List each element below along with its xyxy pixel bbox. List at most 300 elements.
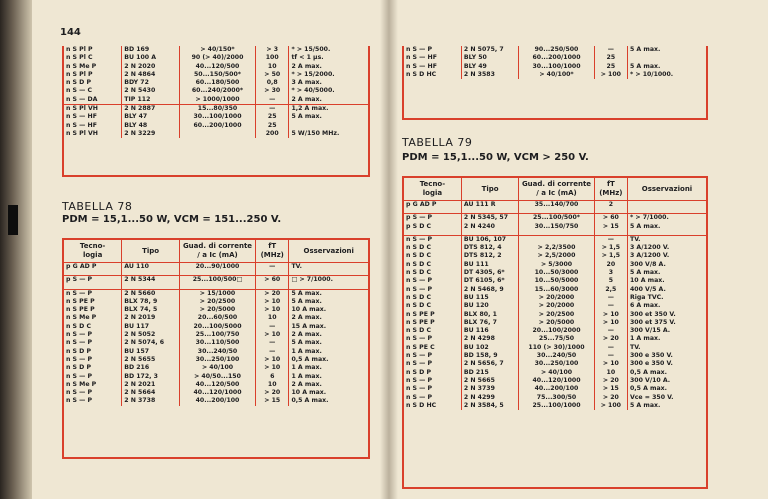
cell-gain: > 20/5000 xyxy=(519,319,595,327)
table-row xyxy=(404,223,706,231)
cell-obs: 2 A max. xyxy=(289,331,368,339)
cell-obs: 0,5 A max. xyxy=(627,369,706,377)
cell-gain: 30...110/500 xyxy=(180,339,256,347)
cell-gain: 30...100/1000 xyxy=(180,113,256,121)
cell-ft: 25 xyxy=(256,113,289,121)
table-row xyxy=(404,252,706,260)
cell-tech: n S Pl P xyxy=(66,46,93,53)
cell-ft: — xyxy=(594,294,627,302)
header-gain: Guad. di corrente / a Ic (mA) xyxy=(180,240,256,263)
cell-gain: 30...100/1000 xyxy=(519,63,595,71)
table-row xyxy=(404,327,706,335)
header-ft: fT (MHz) xyxy=(256,240,289,263)
table-row xyxy=(64,79,368,87)
table-row xyxy=(64,381,368,389)
table-row xyxy=(404,394,706,402)
table-77-continuation-left xyxy=(62,46,370,177)
cell-obs: Riga TVC. xyxy=(627,294,706,302)
cell-type: BD 172, 3 xyxy=(122,373,180,381)
cell-type: BD 169 xyxy=(122,46,180,54)
cell-ft: > 10 xyxy=(256,298,289,306)
table-row xyxy=(404,277,706,285)
cell-ft: > 100 xyxy=(594,71,627,79)
cell-tech: n S — HF xyxy=(406,62,437,70)
table-row xyxy=(404,294,706,302)
table-row xyxy=(404,201,706,210)
table-row xyxy=(404,235,706,244)
cell-tech: n S D P xyxy=(66,364,91,372)
table-row xyxy=(404,302,706,310)
cell-type: 2 N 5664 xyxy=(122,389,180,397)
cell-obs: 5 A max. xyxy=(627,402,706,410)
cell-obs: 2 A max. xyxy=(289,63,368,71)
cell-ft: 2 xyxy=(594,201,627,210)
cell-tech: n S — DA xyxy=(66,95,98,103)
cell-ft: > 20 xyxy=(594,377,627,385)
cell-type: BU 117 xyxy=(122,323,180,331)
table-row xyxy=(404,311,706,319)
cell-tech: n S — HF xyxy=(66,113,97,121)
cell-ft: > 1,5 xyxy=(594,252,627,260)
cell-type: 2 N 3229 xyxy=(122,130,180,138)
cell-obs xyxy=(627,54,706,62)
table-row xyxy=(64,87,368,95)
cell-tech: n S Me P xyxy=(66,314,97,322)
table-77-continuation-right xyxy=(402,46,708,120)
cell-ft: — xyxy=(594,46,627,54)
table-row xyxy=(404,385,706,393)
cell-type: 2 N 2021 xyxy=(122,381,180,389)
cell-type: BLY 48 xyxy=(122,122,180,130)
cell-tech: p S — P xyxy=(66,276,93,284)
cell-tech: n S PE P xyxy=(406,310,435,318)
cell-tech: n S — C xyxy=(66,87,93,95)
cell-gain: 90 (> 40)/2000 xyxy=(180,54,256,62)
table-row xyxy=(404,369,706,377)
cell-obs: 300 V/15 A. xyxy=(627,327,706,335)
table-row xyxy=(64,96,368,105)
table-row xyxy=(64,113,368,121)
cell-ft: > 15 xyxy=(594,223,627,231)
cell-type: DT 6105, 6* xyxy=(461,277,518,285)
cell-type: 2 N 2020 xyxy=(122,63,180,71)
book-binding xyxy=(0,0,32,499)
cell-obs: 5 A max. xyxy=(627,63,706,71)
table-row xyxy=(64,397,368,405)
cell-tech: n S — P xyxy=(66,339,93,347)
cell-ft: — xyxy=(256,348,289,356)
cell-obs: 5 A max. xyxy=(289,339,368,347)
cell-ft: — xyxy=(256,339,289,347)
cell-ft: > 10 xyxy=(256,364,289,372)
cell-obs: 10 A max. xyxy=(289,389,368,397)
cell-tech: n S D P xyxy=(406,368,431,376)
cell-ft: 3 xyxy=(594,269,627,277)
cell-tech: n S — P xyxy=(66,331,93,339)
cell-tech: n S Pl P xyxy=(66,70,93,78)
cell-obs xyxy=(289,122,368,130)
cell-tech: n S Me P xyxy=(66,62,97,70)
cell-ft: 200 xyxy=(256,130,289,138)
cell-tech: n S D C xyxy=(406,252,432,260)
cell-ft: 10 xyxy=(256,63,289,71)
table-row xyxy=(64,122,368,130)
cell-obs: 400 V/5 A. xyxy=(627,286,706,294)
table-row xyxy=(404,377,706,385)
cell-tech: n S Pl VH xyxy=(64,105,122,114)
table-79-title: TABELLA 79 xyxy=(402,136,473,149)
table-row xyxy=(404,402,706,410)
cell-ft: 6 xyxy=(256,373,289,381)
table-79-formula: PDM = 15,1...50 W, VCM > 250 V. xyxy=(402,152,589,163)
cell-gain: 20...100/2000 xyxy=(519,327,595,335)
cell-gain: 30...240/50 xyxy=(180,348,256,356)
table-78 xyxy=(62,238,370,459)
table-row xyxy=(64,63,368,71)
cell-tech: n S D C xyxy=(406,327,432,335)
cell-gain: 15...60/3000 xyxy=(519,286,595,294)
cell-type: 2 N 5345, 57 xyxy=(461,214,518,223)
cell-tech: n S D C xyxy=(406,244,432,252)
cell-obs: TV. xyxy=(627,235,706,244)
cell-tech: p G AD P xyxy=(406,201,437,208)
cell-type: BD 158, 9 xyxy=(461,352,518,360)
cell-type: BU 111 xyxy=(461,261,518,269)
cell-tech: p S D C xyxy=(406,222,432,230)
cell-obs: 5 A max. xyxy=(289,289,368,298)
cell-obs: 300 et 375 V. xyxy=(627,319,706,327)
cell-type: 2 N 5075, 7 xyxy=(461,46,518,54)
cell-type: BU 120 xyxy=(461,302,518,310)
cell-type: 2 N 4240 xyxy=(461,223,518,231)
cell-gain: > 15/1000 xyxy=(180,289,256,298)
cell-type: DTS 812, 4 xyxy=(461,244,518,252)
cell-tech: n S — P xyxy=(406,46,433,53)
table-row xyxy=(64,331,368,339)
header-obs: Osservazioni xyxy=(289,240,368,263)
cell-type: 2 N 4864 xyxy=(122,71,180,79)
table-row xyxy=(404,244,706,252)
cell-type: BU 157 xyxy=(122,348,180,356)
cell-obs: tf < 1 μs. xyxy=(289,54,368,62)
table-row xyxy=(404,360,706,368)
table-row xyxy=(404,46,706,54)
cell-tech: n S — P xyxy=(66,397,93,405)
cell-gain: 25...75/50 xyxy=(519,335,595,343)
cell-obs: 2 A max. xyxy=(289,96,368,105)
cell-gain: > 20/2500 xyxy=(180,298,256,306)
cell-gain: 30...250/100 xyxy=(519,360,595,368)
cell-ft: > 15 xyxy=(594,385,627,393)
cell-ft: — xyxy=(256,96,289,105)
cell-type: BU 116 xyxy=(461,327,518,335)
table-row xyxy=(64,276,368,285)
cell-ft: > 10 xyxy=(594,311,627,319)
table-78-formula: PDM = 15,1...50 W, VCM = 151...250 V. xyxy=(62,214,282,225)
table-row xyxy=(64,46,368,54)
cell-gain: > 40/100* xyxy=(519,71,595,79)
table-row xyxy=(404,344,706,352)
cell-obs: 1 A max. xyxy=(627,335,706,343)
cell-tech: n S — P xyxy=(406,385,433,393)
cell-obs: 5 A max. xyxy=(627,223,706,231)
cell-obs: 2 A max. xyxy=(289,314,368,322)
cell-gain: 40...120/500 xyxy=(180,381,256,389)
cell-gain: > 20/2500 xyxy=(519,311,595,319)
cell-tech: n S — P xyxy=(406,376,433,384)
header-gain: Guad. di corrente / a Ic (mA) xyxy=(519,178,595,201)
cell-type: 2 N 4298 xyxy=(461,335,518,343)
cell-type: 2 N 5660 xyxy=(122,289,180,298)
cell-ft: > 10 xyxy=(594,319,627,327)
cell-ft: > 100 xyxy=(594,402,627,410)
cell-gain: 15...80/350 xyxy=(180,105,256,114)
cell-ft: 0,8 xyxy=(256,79,289,87)
cell-tech: n S — HF xyxy=(66,121,97,129)
cell-type: 2 N 3584, 5 xyxy=(461,402,518,410)
cell-obs: 5 A max. xyxy=(627,269,706,277)
cell-obs: * > 40/5000. xyxy=(289,87,368,95)
cell-ft: 10 xyxy=(594,369,627,377)
header-ft: fT (MHz) xyxy=(594,178,627,201)
cell-tech: n S Pl VH xyxy=(66,129,98,137)
cell-gain: 25...100/1000 xyxy=(519,402,595,410)
cell-tech: n S PE P xyxy=(66,297,95,305)
cell-obs: * > 15/2000. xyxy=(289,71,368,79)
cell-ft: 20 xyxy=(594,261,627,269)
table-row xyxy=(64,356,368,364)
cell-type: BU 115 xyxy=(461,294,518,302)
cell-tech: n S — P xyxy=(406,393,433,401)
cell-obs: TV. xyxy=(289,263,368,272)
cell-ft: — xyxy=(256,263,289,272)
spine-mark xyxy=(8,205,18,235)
cell-type: BLY 50 xyxy=(461,54,518,62)
cell-ft: > 10 xyxy=(256,356,289,364)
table-row xyxy=(64,263,368,272)
cell-gain: > 20/5000 xyxy=(180,306,256,314)
cell-tech: n S — P xyxy=(406,285,433,293)
cell-obs: 3 A/1200 V. xyxy=(627,244,706,252)
cell-ft: 10 xyxy=(256,314,289,322)
cell-gain: 30...240/50 xyxy=(519,352,595,360)
cell-type: 2 N 2019 xyxy=(122,314,180,322)
cell-gain: 20...90/1000 xyxy=(180,263,256,272)
cell-tech: p G AD P xyxy=(66,263,97,270)
cell-type: BDY 72 xyxy=(122,79,180,87)
cell-ft: — xyxy=(594,344,627,352)
cell-ft: > 30 xyxy=(256,87,289,95)
cell-gain: 60...240/2000* xyxy=(180,87,256,95)
cell-gain: 20...60/500 xyxy=(180,314,256,322)
cell-type: BLX 76, 7 xyxy=(461,319,518,327)
cell-gain: 20...100/5000 xyxy=(180,323,256,331)
cell-gain: > 2,2/3500 xyxy=(519,244,595,252)
cell-ft: — xyxy=(594,302,627,310)
table-row xyxy=(404,269,706,277)
header-tech: Tecno- logia xyxy=(64,240,122,263)
cell-tech: n S D C xyxy=(66,322,92,330)
cell-obs: 3 A max. xyxy=(289,79,368,87)
cell-obs: TV. xyxy=(627,344,706,352)
cell-obs: 300 e 350 V. xyxy=(627,360,706,368)
cell-gain: 110 (> 30)/1000 xyxy=(519,344,595,352)
cell-type: TIP 112 xyxy=(122,96,180,105)
cell-gain xyxy=(180,130,256,138)
cell-type: BU 106, 107 xyxy=(461,235,518,244)
cell-obs: 0,5 A max. xyxy=(289,356,368,364)
cell-ft: 5 xyxy=(594,277,627,285)
cell-obs: 0,5 A max. xyxy=(289,397,368,405)
page-gutter xyxy=(380,0,398,499)
cell-tech: n S — P xyxy=(66,389,93,397)
cell-gain: 30...150/750 xyxy=(519,223,595,231)
cell-type: 2 N 5052 xyxy=(122,331,180,339)
cell-obs: Vce = 350 V. xyxy=(627,394,706,402)
cell-gain: 40...200/100 xyxy=(519,385,595,393)
cell-tech: n S PE P xyxy=(66,306,95,314)
table-row xyxy=(404,286,706,294)
cell-gain: 40...200/100 xyxy=(180,397,256,405)
cell-ft: > 20 xyxy=(256,389,289,397)
cell-ft: > 1,5 xyxy=(594,244,627,252)
cell-obs: 5 A max. xyxy=(289,113,368,121)
table-78-title: TABELLA 78 xyxy=(62,200,133,213)
cell-ft: 100 xyxy=(256,54,289,62)
cell-ft: 25 xyxy=(594,63,627,71)
table-row xyxy=(64,298,368,306)
cell-obs xyxy=(627,201,706,210)
cell-type: BD 215 xyxy=(461,369,518,377)
cell-tech: n S — P xyxy=(66,355,93,363)
cell-gain: 30...250/100 xyxy=(180,356,256,364)
cell-type: AU 110 xyxy=(122,263,180,272)
cell-type: 2 N 5344 xyxy=(122,276,180,285)
cell-gain: 10...50/5000 xyxy=(519,277,595,285)
cell-gain xyxy=(519,235,595,244)
cell-type: 2 N 3583 xyxy=(461,71,518,79)
cell-tech: n S D HC xyxy=(406,70,437,78)
cell-tech: n S — HF xyxy=(406,54,437,62)
table-row xyxy=(404,319,706,327)
cell-type: BLY 49 xyxy=(461,63,518,71)
cell-ft: > 20 xyxy=(594,335,627,343)
cell-tech: n S PE P xyxy=(406,318,435,326)
cell-obs: 10 A max. xyxy=(289,306,368,314)
cell-type: BLX 74, 5 xyxy=(122,306,180,314)
cell-gain: > 40/100 xyxy=(180,364,256,372)
cell-tech: n S — P xyxy=(406,235,433,243)
cell-type: 2 N 5430 xyxy=(122,87,180,95)
table-row xyxy=(64,306,368,314)
cell-obs: 3 A/1200 V. xyxy=(627,252,706,260)
cell-obs: 0,5 A max. xyxy=(627,385,706,393)
cell-ft: > 3 xyxy=(256,46,289,54)
cell-gain: > 40/150* xyxy=(180,46,256,54)
header-row xyxy=(64,240,368,263)
cell-ft: > 60 xyxy=(594,214,627,223)
cell-type: 2 N 5074, 6 xyxy=(122,339,180,347)
cell-ft: 2,5 xyxy=(594,286,627,294)
table-row xyxy=(64,389,368,397)
cell-gain: 40...120/1000 xyxy=(180,389,256,397)
cell-obs: 5 A max. xyxy=(627,46,706,54)
cell-tech: n S — P xyxy=(66,289,93,297)
cell-tech: n S D C xyxy=(406,302,432,310)
table-row xyxy=(404,54,706,62)
table-row xyxy=(64,314,368,322)
cell-tech: n S Me P xyxy=(66,380,97,388)
cell-obs: 300 V/8 A. xyxy=(627,261,706,269)
cell-gain: 40...120/500 xyxy=(180,63,256,71)
cell-type: BU 102 xyxy=(461,344,518,352)
cell-type: AU 111 R xyxy=(461,201,518,210)
cell-ft: > 10 xyxy=(256,331,289,339)
cell-gain: 90...250/500 xyxy=(519,46,595,54)
cell-ft: 25 xyxy=(256,122,289,130)
cell-gain: 60...180/500 xyxy=(180,79,256,87)
cell-obs: * > 15/500. xyxy=(289,46,368,54)
table-row xyxy=(64,105,368,114)
header-type: Tipo xyxy=(122,240,180,263)
table-row xyxy=(64,323,368,331)
cell-gain: > 2,5/2000 xyxy=(519,252,595,260)
cell-ft: > 20 xyxy=(594,394,627,402)
cell-gain: > 1000/1000 xyxy=(180,96,256,105)
cell-type: BLY 47 xyxy=(122,113,180,121)
cell-gain: 25...100/500□ xyxy=(180,276,256,285)
cell-type: BD 216 xyxy=(122,364,180,372)
cell-gain: 50...150/500* xyxy=(180,71,256,79)
cell-tech: n S — P xyxy=(66,372,93,380)
cell-obs: 1 A max. xyxy=(289,348,368,356)
cell-obs: 5 W/150 MHz. xyxy=(289,130,368,138)
cell-obs: 1 A max. xyxy=(289,364,368,372)
cell-obs: 6 A max. xyxy=(627,302,706,310)
cell-gain: 25...100/500* xyxy=(519,214,595,223)
cell-tech: n S D P xyxy=(66,79,91,87)
cell-type: 2 N 5665 xyxy=(461,377,518,385)
header-tech: Tecno- logia xyxy=(404,178,461,201)
cell-tech: n S — P xyxy=(406,335,433,343)
cell-ft: > 50 xyxy=(256,71,289,79)
table-row xyxy=(404,63,706,71)
cell-obs: 1,2 A max. xyxy=(289,105,368,114)
cell-obs: 10 A max. xyxy=(627,277,706,285)
cell-ft: 10 xyxy=(256,381,289,389)
cell-ft: — xyxy=(256,323,289,331)
table-79 xyxy=(402,176,708,489)
cell-obs: 15 A max. xyxy=(289,323,368,331)
cell-obs: * > 7/1000. xyxy=(627,214,706,223)
cell-gain: 25...100/750 xyxy=(180,331,256,339)
cell-ft: — xyxy=(594,327,627,335)
table-row xyxy=(64,348,368,356)
cell-type: 2 N 4299 xyxy=(461,394,518,402)
header-obs: Osservazioni xyxy=(627,178,706,201)
table-row xyxy=(64,130,368,138)
cell-obs: □ > 7/1000. xyxy=(289,276,368,285)
table-row xyxy=(404,261,706,269)
cell-tech: n S — P xyxy=(406,352,433,360)
table-row xyxy=(64,289,368,298)
cell-obs: 2 A max. xyxy=(289,381,368,389)
table-row xyxy=(404,335,706,343)
cell-obs: * > 10/1000. xyxy=(627,71,706,79)
table-row xyxy=(64,364,368,372)
cell-gain: 40...120/1000 xyxy=(519,377,595,385)
cell-tech: n S D P xyxy=(66,347,91,355)
